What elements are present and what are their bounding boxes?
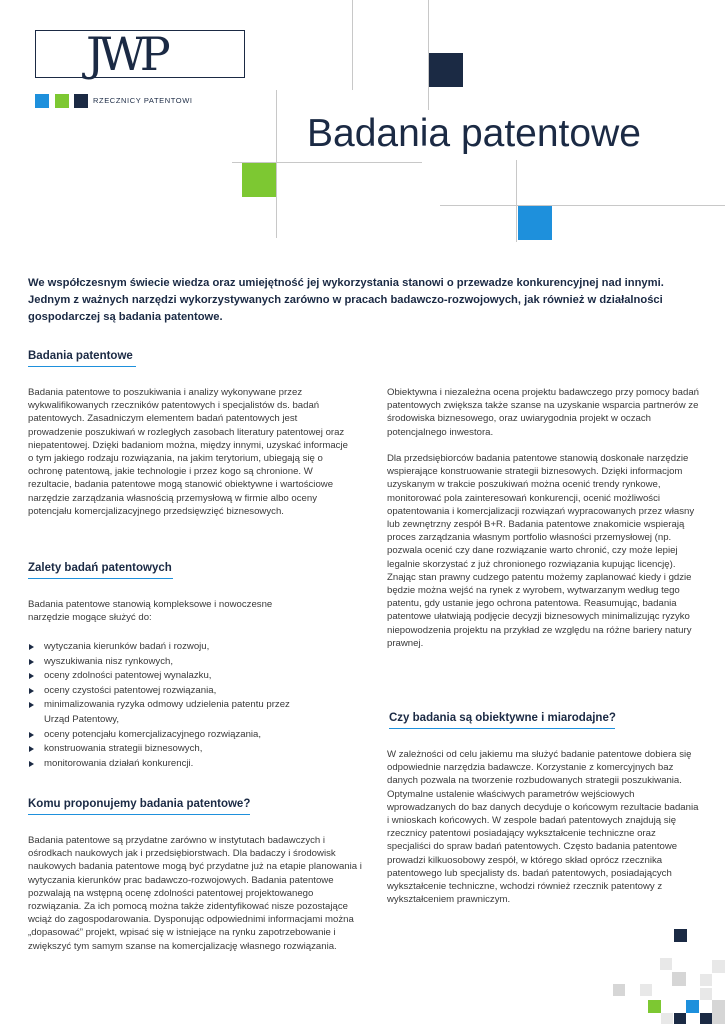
decor-square: [674, 1013, 686, 1024]
intro-text: We współczesnym świecie wiedza oraz umiejętność jej wykorzystania stanowi o przewadze konkurencyjnej nad innymi. Jednym z ważnych narzędzi wykorzystywanych zarówno w pracach badawczo-rozwojowych, jak również w działalności gospodarczej są badania patentowe.: [28, 277, 664, 323]
section-heading-zalety: Zalety badań patentowych: [28, 562, 172, 577]
decor-square: [700, 974, 712, 986]
bullet-arrow-icon: [29, 688, 34, 694]
bullet-arrow-icon: [29, 702, 34, 708]
advantages-list: [28, 640, 338, 771]
page-title: Badania patentowe: [307, 112, 641, 155]
section-text-komu: Badania patentowe są przydatne zarówno w instytutach badawczych i ośrodkach naukowych jak i przedsiębiorstwach. Dla badaczy i środowisk naukowych badania patentowe mogą być przydatne już na etapie planowania i wytyczania kierunków prac badawczo-rozwojowych. Badania patentowe pozwalają na wstępną ocenę zdolności patentowej projektowanego rozwiązania. Za ich pomocą można także zidentyfikować nisze pozostające wciąż do zagospodarowania. Dysponując odpowiednimi informacjami można „dopasować” projekt, wpisać się w istniejące na rynku zapotrzebowanie i zwiększyć tym samym szanse na komercjalizację własnego rozwiązania.: [28, 835, 362, 952]
decor-square: [712, 1013, 725, 1024]
grid-line: [352, 0, 353, 90]
decor-square: [660, 958, 672, 970]
bullet-arrow-icon: [29, 732, 34, 738]
logo-mark: JWP: [86, 27, 165, 81]
decor-square: [712, 960, 725, 973]
decor-square: [672, 972, 686, 986]
grid-line: [440, 205, 725, 206]
bullet-arrow-icon: [29, 659, 34, 665]
decor-square: [674, 929, 687, 942]
right-paragraph-1: Obiektywna i niezależna ocena projektu badawczego przy pomocy badań patentowych zwiększa także szanse na uzyskanie wsparcia partnerów ze środowiska biznesowego, oraz uwiarygodnia projekt w oczach potencjalnego inwestora.: [387, 387, 699, 438]
decor-square: [700, 988, 712, 1000]
section-heading-obiektywne: Czy badania są obiektywne i miarodajne?: [389, 712, 616, 727]
section-intro-zalety: Badania patentowe stanowią kompleksowe i nowoczesne narzędzie mogące służyć do:: [28, 599, 273, 624]
decor-square: [518, 206, 552, 240]
logo-square-navy: [74, 94, 88, 108]
list-item: monitorowania działań konkurencji.: [28, 757, 338, 772]
bullet-arrow-icon: [29, 673, 34, 679]
decor-square: [661, 1013, 673, 1024]
bullet-arrow-icon: [29, 746, 34, 752]
decor-square: [712, 1000, 725, 1013]
decor-square: [700, 1013, 712, 1024]
list-item: oceny zdolności patentowej wynalazku,: [28, 669, 338, 684]
section-text-obiektywne: W zależności od celu jakiemu ma służyć badanie patentowe dobiera się odpowiednie narzędzia badawcze. Korzystanie z komercyjnych baz danych pozwala na tworzenie rozbudowanych strategii poszukiwania. Optymalne ustalenie właściwych parametrów wejściowych wprowadzanych do baz danych decyduje o końcowym rezultacie badania i wnioskach końcowych. W zespole badań patentowych znajdują się rzecznicy patentowi posiadający wykształcenie techniczne oraz specjaliści do spraw badań patentowych. Często badania patentowe prowadzi kilkuosobowy zespół, w którego skład oprócz rzecznika patentowego lub specjalisty ds. badań patentowych, posiadających wykształcenie techniczne, wchodzi również rzecznik patentowy z wykształceniem prawniczym.: [387, 749, 699, 906]
logo-square-green: [55, 94, 69, 108]
bullet-arrow-icon: [29, 761, 34, 767]
list-item: oceny czystości patentowej rozwiązania,: [28, 684, 338, 699]
bullet-arrow-icon: [29, 644, 34, 650]
grid-line: [516, 160, 517, 242]
grid-line: [276, 90, 277, 238]
decor-square: [429, 53, 463, 87]
section-heading-komu: Komu proponujemy badania patentowe?: [28, 798, 250, 813]
list-item: konstruowania strategii biznesowych,: [28, 742, 338, 757]
decor-square: [613, 984, 625, 996]
section-text-badania: Badania patentowe to poszukiwania i analizy wykonywane przez wykwalifikowanych rzeczników patentowych i specjalistów ds. badań patentowych. Zasadniczym elementem badań patentowych jest prowadzenie poszukiwań w rozległych zasobach literatury patentowej oraz niepatentowej. Dzięki badaniom można, między innymi, uzyskać informacje o tym jakiego rodzaju rozwiązania, na jakim terytorium, ubiegają się o ochronę patentową, jakie technologie i przez kogo są chronione. W rezultacie, badania patentowe mogą stanowić obiektywne i wartościowe narzędzie zarządzania własnością przemysłową w firmie albo oceny potencjału komercjalizacyjnego przedsięwzięć biznesowych.: [28, 387, 348, 517]
list-item: wytyczania kierunków badań i rozwoju,: [28, 640, 338, 655]
decor-square: [686, 1000, 699, 1013]
section-heading-badania: Badania patentowe: [28, 350, 133, 365]
right-paragraph-2: Dla przedsiębiorców badania patentowe stanowią doskonałe narzędzie wspierające konstruowanie strategii biznesowych. Dzięki informacjom uzyskanym w trakcie poszukiwań można ocenić trendy rynkowe, monitorować pola zainteresowań konkurencji, ocenić możliwości opatentowania i komercjalizacji rozwiązań wypracowanych przez własny lub zewnętrzny zespół B+R. Badania patentowe znakomicie wspierają proces zarządzania własnym portfolio własności przemysłowej (np. pozwala ocenić czy dane rozwiązanie warto chronić, czy może lepiej legalnie skorzystać z już chronionego rozwiązania kupując licencję). Znając stan prawny cudzego patentu możemy zaplanować kiedy i gdzie będzie można wejść na rynek z wyrobem, wytwarzanym według tego patentu, gdy ustanie jego ochrona patentowa. Reasumując, badania patentowe ułatwiają podjęcie decyzji biznesowych minimalizując ryzyko niepowodzenia projektu na przykład ze względu na różne bariery natury prawnej.: [387, 453, 695, 649]
decor-square: [242, 163, 276, 197]
logo-square-blue: [35, 94, 49, 108]
decor-square: [648, 1000, 661, 1013]
list-item: wyszukiwania nisz rynkowych,: [28, 655, 338, 670]
logo-subtitle: RZECZNICY PATENTOWI: [93, 96, 193, 105]
decor-square: [640, 984, 652, 996]
list-item: minimalizowania ryzyka odmowy udzielenia patentu przez Urząd Patentowy,: [28, 698, 314, 727]
list-item: oceny potencjału komercjalizacyjnego rozwiązania,: [28, 728, 338, 743]
